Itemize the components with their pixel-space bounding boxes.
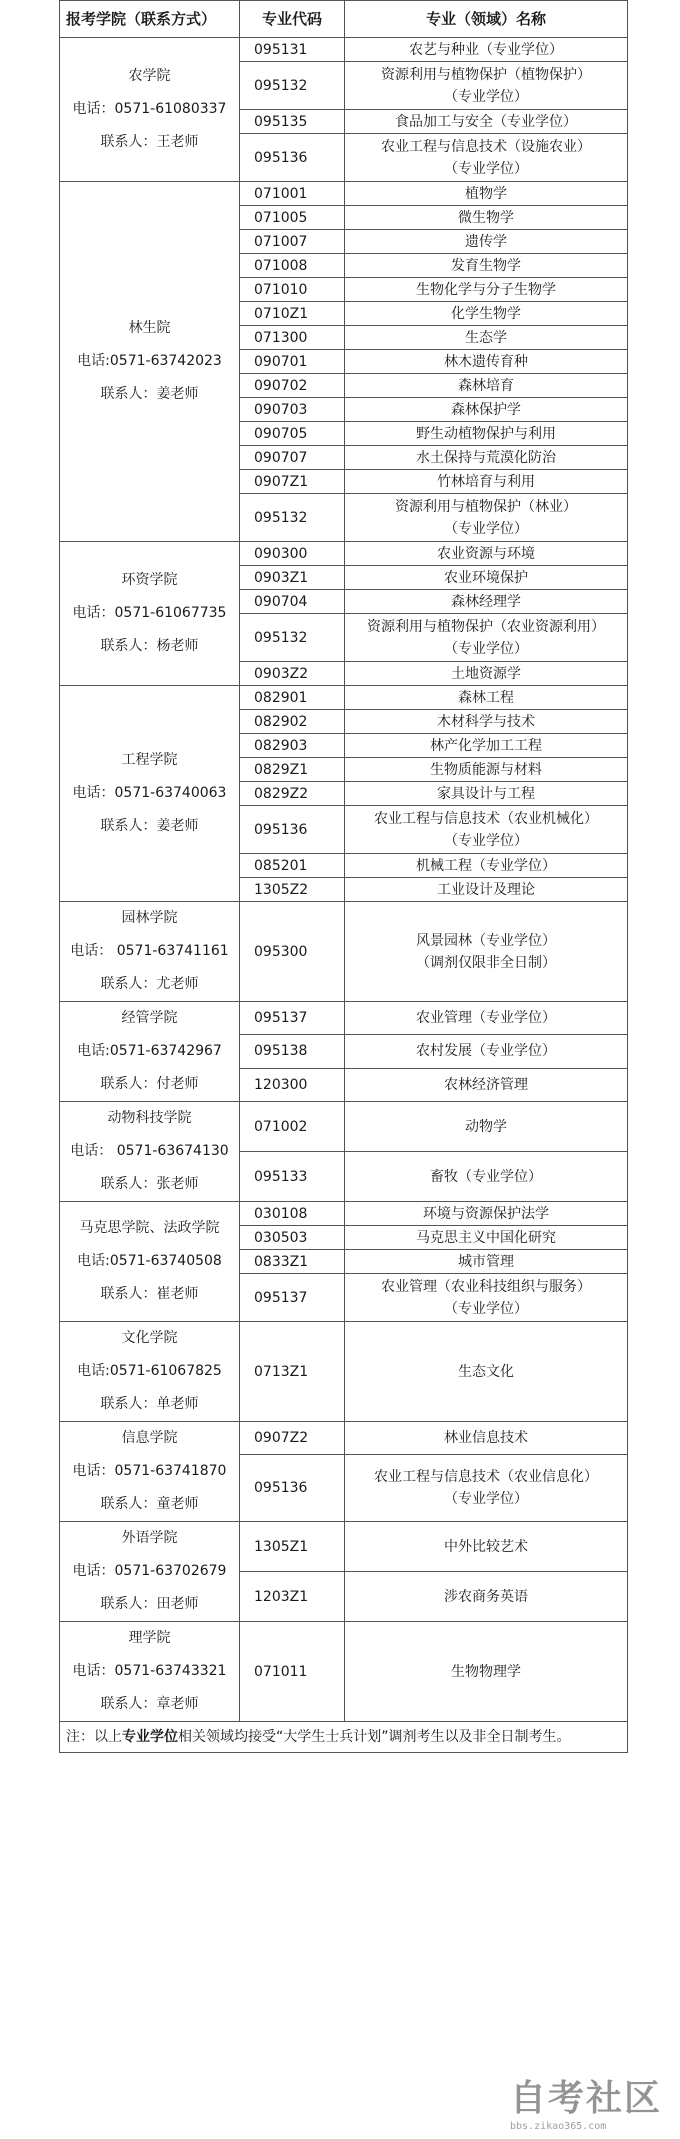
major-code: 0713Z1	[240, 1322, 345, 1422]
major-name	[345, 230, 628, 254]
major-name	[345, 1035, 628, 1068]
major-name-line: 家具设计与工程	[437, 785, 535, 802]
table-row	[60, 1622, 628, 1722]
college-contact: 联系人：田老师	[100, 1596, 199, 1612]
major-name	[345, 182, 628, 206]
major-name-line: 水土保持与荒漠化防治	[416, 449, 556, 466]
college-phone: 电话:0571-63742023	[77, 353, 222, 369]
major-name	[345, 398, 628, 422]
major-name-line: 城市管理	[458, 1253, 514, 1270]
header-name: 专业（领域）名称	[345, 1, 628, 38]
major-name-line: 林业信息技术	[444, 1430, 528, 1447]
major-name-line: 农村发展（专业学位）	[416, 1043, 556, 1060]
major-code: 071011	[240, 1622, 345, 1722]
major-name	[345, 1068, 628, 1101]
college-cell	[60, 1102, 240, 1202]
major-code: 071300	[240, 326, 345, 350]
major-name	[345, 1102, 628, 1152]
college-contact: 联系人：王老师	[100, 134, 199, 150]
college-name: 林生院	[128, 320, 171, 336]
major-table	[59, 0, 628, 1753]
college-contact: 联系人：单老师	[100, 1396, 199, 1412]
major-name	[345, 326, 628, 350]
table-row	[60, 1322, 628, 1422]
college-contact: 联系人：尤老师	[100, 976, 199, 992]
table-row	[60, 1522, 628, 1572]
major-name	[345, 62, 628, 110]
table-row	[60, 1202, 628, 1226]
college-name: 动物科技学院	[107, 1110, 192, 1126]
major-name	[345, 854, 628, 878]
major-code: 071008	[240, 254, 345, 278]
college-phone: 电话：0571-63741870	[72, 1463, 227, 1479]
college-phone: 电话：0571-63743321	[72, 1663, 227, 1679]
college-name: 文化学院	[121, 1330, 178, 1346]
major-name	[345, 878, 628, 902]
college-contact: 联系人：张老师	[100, 1176, 199, 1192]
college-name: 工程学院	[121, 752, 178, 768]
table-row	[60, 1422, 628, 1455]
major-name-line: 遗传学	[465, 233, 507, 250]
college-cell	[60, 1322, 240, 1422]
major-name-line: 农业环境保护	[444, 569, 528, 586]
major-code: 120300	[240, 1068, 345, 1101]
major-name-line: 农业管理（专业学位）	[416, 1010, 556, 1027]
major-code: 071002	[240, 1102, 345, 1152]
major-code: 1305Z2	[240, 878, 345, 902]
college-cell	[60, 1622, 240, 1722]
major-code: 0829Z1	[240, 758, 345, 782]
major-name-line: 涉农商务英语	[444, 1588, 528, 1605]
major-name-line: 农林经济管理	[444, 1076, 528, 1093]
college-phone: 电话： 0571-63674130	[70, 1143, 229, 1159]
note-prefix: 注：以上	[66, 1729, 122, 1745]
major-name-line: 木材科学与技术	[437, 713, 535, 730]
major-name-line: 资源利用与植物保护（林业）	[395, 498, 577, 515]
major-name-line: 农业工程与信息技术（设施农业）	[381, 138, 591, 155]
major-name	[345, 374, 628, 398]
table-body	[60, 38, 628, 1722]
major-code: 030108	[240, 1202, 345, 1226]
major-name	[345, 758, 628, 782]
major-name	[345, 1522, 628, 1572]
major-code: 030503	[240, 1226, 345, 1250]
major-code: 095132	[240, 614, 345, 662]
major-code: 082903	[240, 734, 345, 758]
major-name	[345, 1202, 628, 1226]
major-name	[345, 614, 628, 662]
major-code: 071001	[240, 182, 345, 206]
college-cell	[60, 542, 240, 686]
major-name-subline: （专业学位）	[444, 88, 528, 105]
college-cell	[60, 1002, 240, 1102]
major-name	[345, 1274, 628, 1322]
major-code: 082901	[240, 686, 345, 710]
major-code: 095136	[240, 1455, 345, 1522]
college-cell	[60, 1202, 240, 1322]
major-name-line: 生物化学与分子生物学	[416, 281, 556, 298]
major-code: 071007	[240, 230, 345, 254]
college-cell	[60, 182, 240, 542]
major-name	[345, 350, 628, 374]
major-name-subline: （专业学位）	[444, 1300, 528, 1317]
major-code: 1305Z1	[240, 1522, 345, 1572]
college-phone: 电话:0571-63740508	[77, 1253, 222, 1269]
major-name	[345, 1226, 628, 1250]
major-code: 0907Z2	[240, 1422, 345, 1455]
major-name	[345, 902, 628, 1002]
college-cell	[60, 686, 240, 902]
major-name-line: 食品加工与安全（专业学位）	[395, 113, 577, 130]
major-code: 095136	[240, 806, 345, 854]
major-name-line: 土地资源学	[451, 665, 521, 682]
major-name-line: 发育生物学	[451, 257, 521, 274]
major-name	[345, 302, 628, 326]
table-header-row	[60, 1, 628, 38]
table-row	[60, 182, 628, 206]
major-code: 071005	[240, 206, 345, 230]
table-row	[60, 542, 628, 566]
major-name	[345, 422, 628, 446]
major-name-line: 微生物学	[458, 209, 514, 226]
major-name	[345, 1152, 628, 1202]
major-code: 095300	[240, 902, 345, 1002]
major-name-line: 机械工程（专业学位）	[416, 857, 556, 874]
major-code: 090701	[240, 350, 345, 374]
major-name-line: 资源利用与植物保护（农业资源利用）	[367, 618, 605, 635]
college-phone: 电话：0571-61067735	[72, 605, 227, 621]
major-name	[345, 806, 628, 854]
major-code: 095135	[240, 110, 345, 134]
major-name-line: 森林工程	[458, 689, 514, 706]
major-name-subline: （专业学位）	[444, 832, 528, 849]
major-name-line: 农业工程与信息技术（农业信息化）	[374, 1469, 598, 1486]
major-name	[345, 1322, 628, 1422]
major-code: 090300	[240, 542, 345, 566]
major-code: 0829Z2	[240, 782, 345, 806]
college-contact: 联系人：付老师	[100, 1076, 199, 1092]
note-bold: 专业学位	[122, 1729, 178, 1745]
college-name: 园林学院	[121, 910, 178, 926]
major-code: 085201	[240, 854, 345, 878]
major-code: 095137	[240, 1002, 345, 1035]
college-phone: 电话：0571-63740063	[72, 785, 227, 801]
major-code: 095136	[240, 134, 345, 182]
header-code: 专业代码	[240, 1, 345, 38]
watermark-url: bbs.zikao365.com	[510, 2121, 607, 2132]
major-name-subline: （专业学位）	[444, 640, 528, 657]
college-contact: 联系人：杨老师	[100, 638, 199, 654]
admission-table-container	[59, 0, 627, 1753]
major-name-line: 植物学	[465, 185, 507, 202]
major-name-line: 风景园林（专业学位）	[416, 932, 556, 949]
college-phone: 电话：0571-61080337	[72, 101, 227, 117]
college-name: 环资学院	[121, 572, 178, 588]
major-code: 090704	[240, 590, 345, 614]
major-name-line: 野生动植物保护与利用	[416, 425, 556, 442]
major-name	[345, 1455, 628, 1522]
major-name	[345, 1002, 628, 1035]
major-code: 0907Z1	[240, 470, 345, 494]
major-name	[345, 686, 628, 710]
college-cell	[60, 38, 240, 182]
note-row	[60, 1722, 628, 1753]
college-name: 经管学院	[121, 1010, 178, 1026]
major-code: 090705	[240, 422, 345, 446]
major-name	[345, 590, 628, 614]
table-row	[60, 902, 628, 1002]
major-name-line: 中外比较艺术	[444, 1538, 528, 1555]
major-code: 1203Z1	[240, 1572, 345, 1622]
major-code: 090707	[240, 446, 345, 470]
major-name-line: 农业管理（农业科技组织与服务）	[381, 1278, 591, 1295]
major-code: 090702	[240, 374, 345, 398]
major-name-line: 农艺与种业（专业学位）	[409, 41, 563, 58]
major-name	[345, 662, 628, 686]
major-code: 095132	[240, 62, 345, 110]
major-name	[345, 1250, 628, 1274]
major-code: 0833Z1	[240, 1250, 345, 1274]
college-name: 外语学院	[121, 1530, 178, 1546]
major-name	[345, 566, 628, 590]
major-name	[345, 494, 628, 542]
college-name: 信息学院	[121, 1430, 178, 1446]
major-name-line: 工业设计及理论	[437, 881, 535, 898]
major-name	[345, 1572, 628, 1622]
major-name-line: 生态文化	[458, 1363, 514, 1380]
college-phone: 电话： 0571-63741161	[70, 943, 229, 959]
major-name-line: 环境与资源保护法学	[423, 1205, 549, 1222]
major-name	[345, 254, 628, 278]
major-name-line: 林木遗传育种	[444, 353, 528, 370]
table-row	[60, 1102, 628, 1152]
major-name-line: 森林培育	[458, 377, 514, 394]
major-name-subline: （专业学位）	[444, 1491, 528, 1508]
major-code: 082902	[240, 710, 345, 734]
table-row	[60, 1002, 628, 1035]
major-name-line: 农业工程与信息技术（农业机械化）	[374, 810, 598, 827]
major-name	[345, 38, 628, 62]
college-phone: 电话:0571-61067825	[77, 1363, 222, 1379]
college-phone: 电话:0571-63742967	[77, 1043, 222, 1059]
college-cell	[60, 1422, 240, 1522]
major-code: 095138	[240, 1035, 345, 1068]
college-cell	[60, 1522, 240, 1622]
major-name	[345, 134, 628, 182]
major-name	[345, 1622, 628, 1722]
major-name	[345, 206, 628, 230]
major-code: 0710Z1	[240, 302, 345, 326]
major-name	[345, 470, 628, 494]
major-name-subline: （专业学位）	[444, 520, 528, 537]
note-cell	[60, 1722, 628, 1753]
major-name-line: 森林经理学	[451, 593, 521, 610]
major-name-line: 生态学	[465, 329, 507, 346]
watermark-text: 自考社区	[510, 2078, 663, 2119]
college-contact: 联系人：崔老师	[100, 1286, 199, 1302]
major-name	[345, 542, 628, 566]
major-name-subline: （专业学位）	[444, 160, 528, 177]
major-name-line: 林产化学加工工程	[430, 737, 542, 754]
college-contact: 联系人：童老师	[100, 1496, 199, 1512]
watermark-logo	[510, 2070, 670, 2130]
college-name: 农学院	[128, 68, 171, 84]
college-cell	[60, 902, 240, 1002]
major-name-line: 竹林培育与利用	[437, 473, 535, 490]
major-name-line: 生物物理学	[451, 1663, 521, 1680]
major-name-subline: （调剂仅限非全日制）	[416, 954, 556, 971]
college-name: 马克思学院、法政学院	[79, 1220, 220, 1236]
major-code: 0903Z1	[240, 566, 345, 590]
major-name-line: 畜牧（专业学位）	[430, 1168, 542, 1185]
major-code: 090703	[240, 398, 345, 422]
major-name	[345, 782, 628, 806]
major-name-line: 马克思主义中国化研究	[416, 1229, 556, 1246]
major-name-line: 资源利用与植物保护（植物保护）	[381, 66, 591, 83]
major-name	[345, 710, 628, 734]
college-contact: 联系人：姜老师	[100, 386, 199, 402]
major-name	[345, 278, 628, 302]
college-name: 理学院	[128, 1630, 171, 1646]
college-contact: 联系人：章老师	[100, 1696, 199, 1712]
header-college: 报考学院（联系方式）	[60, 1, 240, 38]
major-name-line: 化学生物学	[451, 305, 521, 322]
table-row	[60, 38, 628, 62]
major-name-line: 生物质能源与材料	[430, 761, 542, 778]
major-code: 071010	[240, 278, 345, 302]
major-name-line: 森林保护学	[451, 401, 521, 418]
major-code: 095131	[240, 38, 345, 62]
major-name	[345, 110, 628, 134]
major-name-line: 动物学	[465, 1118, 507, 1135]
major-name-line: 农业资源与环境	[437, 545, 535, 562]
major-name	[345, 1422, 628, 1455]
major-code: 095132	[240, 494, 345, 542]
college-phone: 电话：0571-63702679	[72, 1563, 227, 1579]
major-code: 095133	[240, 1152, 345, 1202]
major-name	[345, 734, 628, 758]
note-suffix: 相关领域均接受“大学生士兵计划”调剂考生以及非全日制考生。	[178, 1729, 571, 1745]
major-name	[345, 446, 628, 470]
major-code: 0903Z2	[240, 662, 345, 686]
major-code: 095137	[240, 1274, 345, 1322]
table-row	[60, 686, 628, 710]
college-contact: 联系人：姜老师	[100, 818, 199, 834]
